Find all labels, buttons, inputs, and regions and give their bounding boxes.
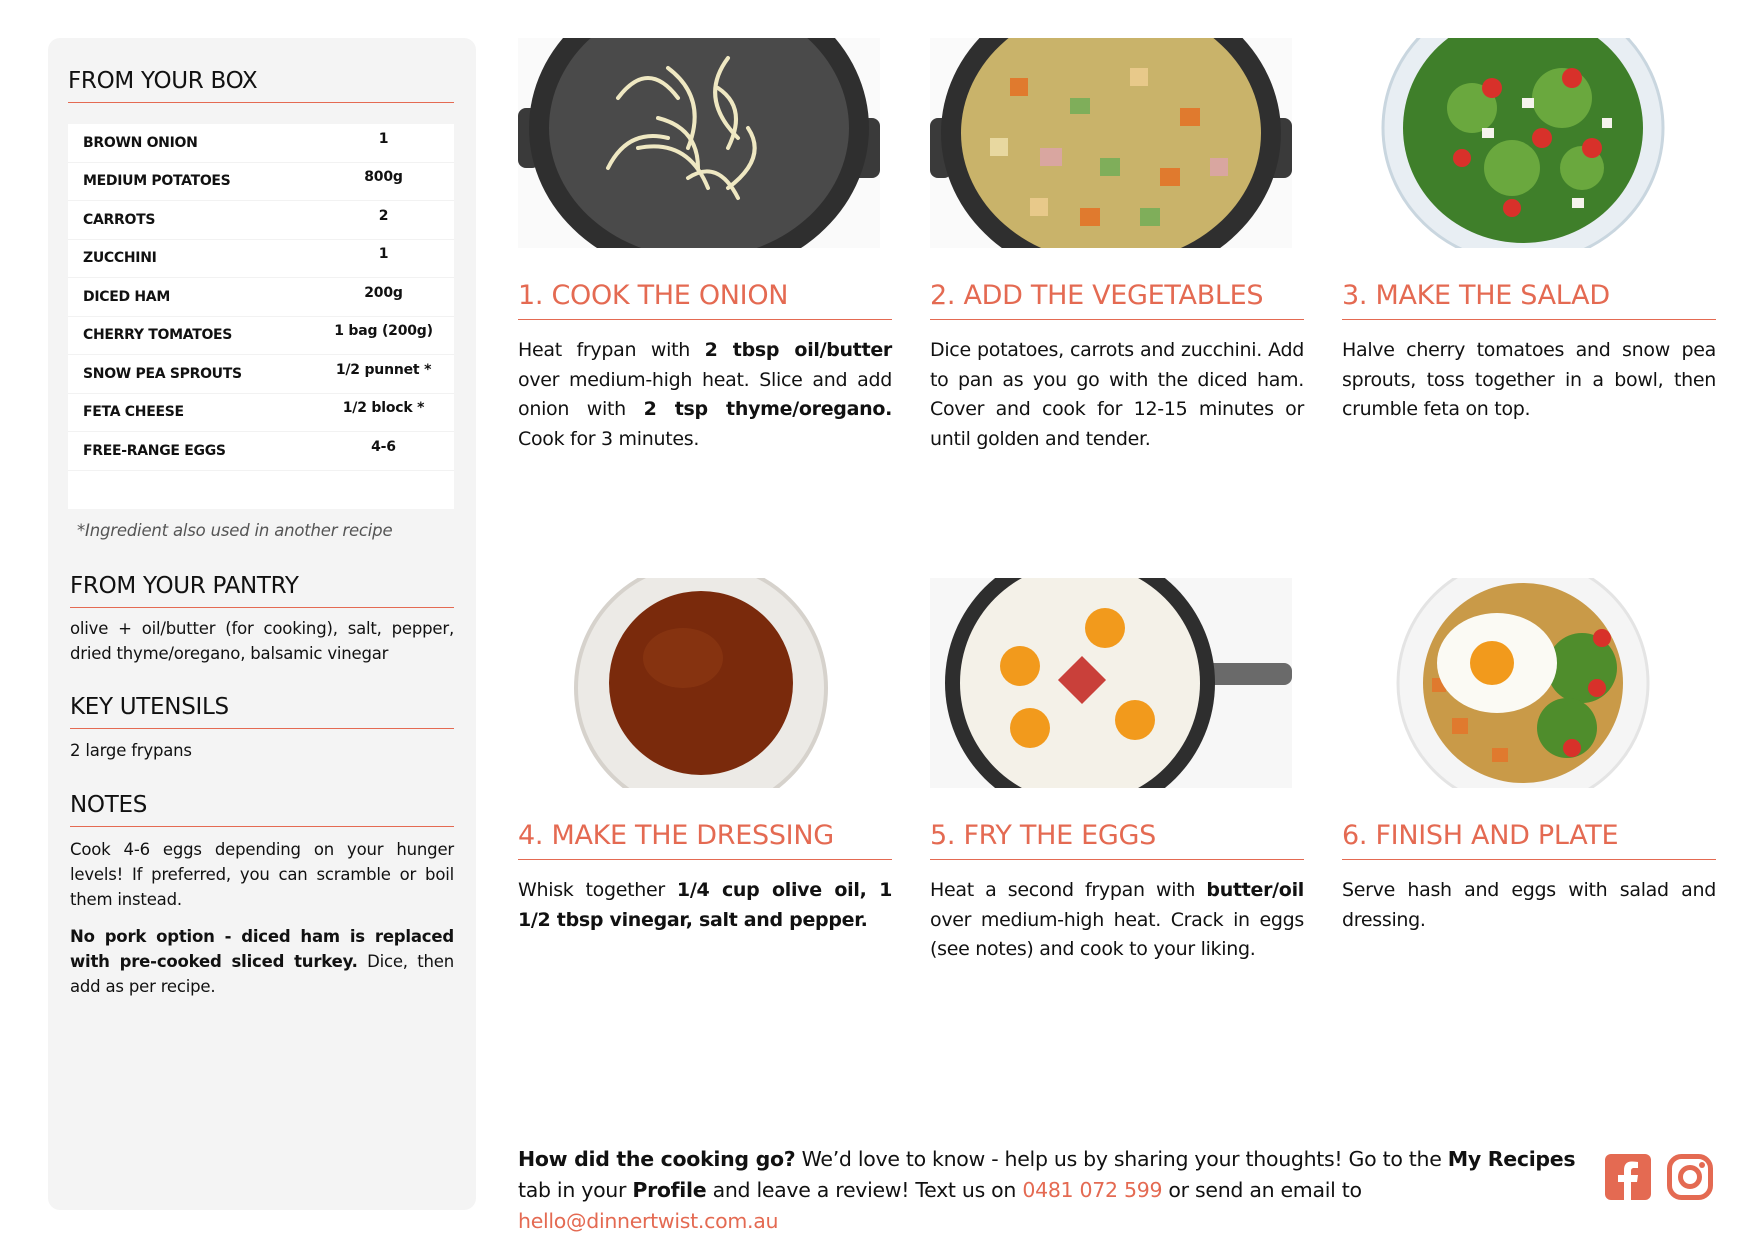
instagram-icon[interactable] <box>1667 1154 1713 1200</box>
utensils-text: 2 large frypans <box>70 741 192 760</box>
ingredient-footnote: *Ingredient also used in another recipe <box>77 521 393 540</box>
ingredient-name: CHERRY TOMATOES <box>83 327 233 344</box>
step-1-image <box>518 38 880 248</box>
step-6-title: 6. FINISH AND PLATE <box>1342 820 1716 860</box>
step-4-image <box>518 578 880 788</box>
ingredient-qty: 4-6 <box>371 438 396 455</box>
ingredient-qty: 1 <box>378 246 389 263</box>
ingredient-row <box>68 394 454 433</box>
ingredients-sidebar <box>48 38 476 1210</box>
ingredient-row-empty <box>68 471 454 509</box>
notes-rest: Dice, then add as per recipe. <box>70 952 454 996</box>
ingredient-name: SNOW PEA SPROUTS <box>83 365 242 382</box>
ingredient-name: FREE-RANGE EGGS <box>83 442 226 459</box>
facebook-icon[interactable] <box>1605 1154 1651 1200</box>
notes-bold: No pork option - diced ham is replaced with pre-cooked sliced turkey. <box>70 927 454 971</box>
step-3-title: 3. MAKE THE SALAD <box>1342 280 1716 320</box>
ingredient-name: MEDIUM POTATOES <box>83 173 231 190</box>
ingredient-qty: 1 bag (200g) <box>334 323 433 340</box>
step-1-text-part: Cook for 3 minutes. <box>518 427 700 450</box>
step-3-image <box>1342 38 1704 248</box>
pantry-text: olive + oil/butter (for cooking), salt, pepper, dried thyme/oregano, balsamic vinegar <box>70 619 454 663</box>
feedback-text: We’d love to know - help us by sharing your thoughts! Go to the <box>795 1147 1448 1171</box>
ingredient-row <box>68 124 454 163</box>
phone-link[interactable]: 0481 072 599 <box>1022 1178 1163 1202</box>
feedback-footer <box>518 1144 1578 1237</box>
step-2-text: Dice potatoes, carrots and zucchini. Add to pan as you go with the diced ham. Cover and cook for 12-15 minutes or until golden and tender. <box>930 339 1304 450</box>
step-5-bold: butter/oil <box>1206 879 1304 901</box>
ingredient-name: FETA CHEESE <box>83 404 184 421</box>
step-4-text <box>518 876 892 935</box>
notes-heading: NOTES <box>70 792 454 827</box>
step-6-text: Serve hash and eggs with salad and dressing. <box>1342 879 1716 931</box>
step-1-text <box>518 336 892 454</box>
notes-text-1: Cook 4-6 eggs depending on your hunger levels! If preferred, you can scramble or boil them instead. <box>70 840 454 909</box>
profile-label: Profile <box>632 1178 707 1202</box>
step-3-text: Halve cherry tomatoes and snow pea sprouts, toss together in a bowl, then crumble feta on top. <box>1342 339 1716 420</box>
ingredient-row <box>68 278 454 317</box>
ingredients-table <box>68 124 454 509</box>
ingredient-qty: 1/2 punnet * <box>335 361 432 378</box>
step-2-title: 2. ADD THE VEGETABLES <box>930 280 1304 320</box>
feedback-text: or send an email to <box>1162 1178 1362 1202</box>
notes-text-2 <box>70 924 454 999</box>
feedback-text: and leave a review! Text us on <box>706 1178 1023 1202</box>
email-link[interactable]: hello@dinnertwist.com.au <box>518 1209 779 1233</box>
step-6-image <box>1342 578 1704 788</box>
ingredient-qty: 1 <box>378 130 389 147</box>
from-your-pantry-heading: FROM YOUR PANTRY <box>70 573 454 608</box>
step-1-bold: 2 tbsp oil/butter <box>704 339 893 361</box>
feedback-text: tab in your <box>518 1178 633 1202</box>
ingredient-name: DICED HAM <box>83 288 170 305</box>
step-2-image <box>930 38 1292 248</box>
step-1-text-part: Heat frypan with <box>518 339 705 361</box>
ingredient-name: BROWN ONION <box>83 134 198 151</box>
step-5-text <box>930 876 1304 965</box>
step-4-text-part: Whisk together <box>518 879 677 901</box>
ingredient-qty: 2 <box>378 207 389 224</box>
feedback-question: How did the cooking go? <box>518 1147 796 1171</box>
step-5-text-part: Heat a second frypan with <box>930 879 1207 901</box>
key-utensils-heading: KEY UTENSILS <box>70 694 454 729</box>
step-4-title: 4. MAKE THE DRESSING <box>518 820 892 860</box>
ingredient-row <box>68 201 454 240</box>
my-recipes-label: My Recipes <box>1447 1147 1576 1171</box>
ingredient-qty: 200g <box>364 284 403 301</box>
from-your-box-heading: FROM YOUR BOX <box>68 68 454 103</box>
step-5-image <box>930 578 1292 788</box>
ingredient-row <box>68 317 454 356</box>
ingredient-row <box>68 355 454 394</box>
step-1-bold: 2 tsp thyme/oregano. <box>643 398 893 420</box>
step-5-title: 5. FRY THE EGGS <box>930 820 1304 860</box>
step-4-bold: 1/4 cup olive oil, 1 1/2 tbsp vinegar, salt and pepper. <box>518 879 892 931</box>
ingredient-name: ZUCCHINI <box>83 250 157 267</box>
step-1-text-part: over medium-high heat. Slice and add onion with <box>518 368 892 420</box>
ingredient-row <box>68 432 454 471</box>
ingredient-qty: 800g <box>364 169 403 186</box>
ingredient-name: CARROTS <box>83 211 156 228</box>
ingredient-qty: 1/2 block * <box>342 400 425 417</box>
step-5-text-part: over medium-high heat. Crack in eggs (see notes) and cook to your liking. <box>930 908 1304 960</box>
step-1-title: 1. COOK THE ONION <box>518 280 892 320</box>
ingredient-row <box>68 163 454 202</box>
ingredient-row <box>68 240 454 279</box>
